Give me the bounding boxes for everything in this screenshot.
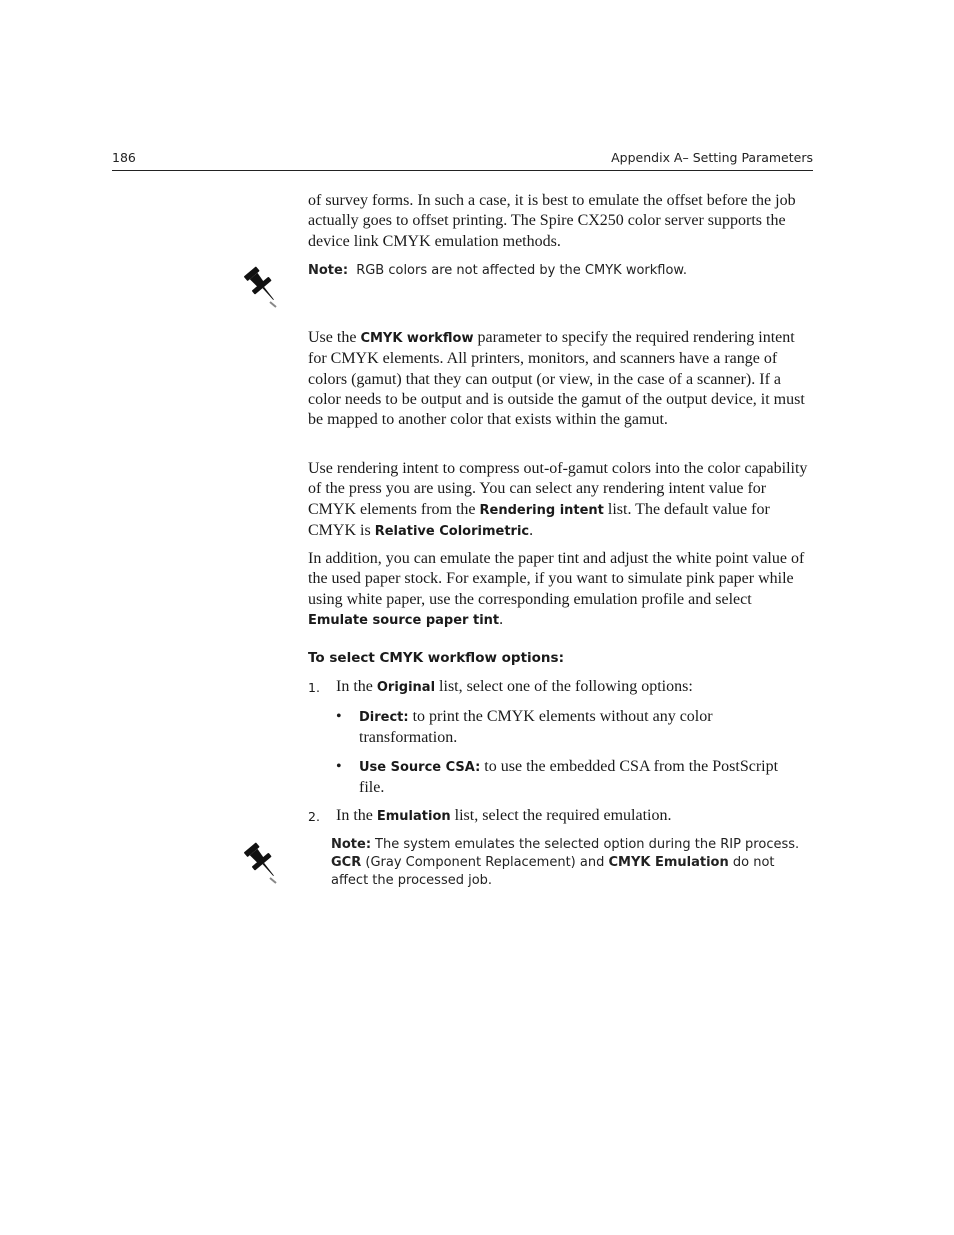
term-direct: Direct: xyxy=(359,710,409,725)
step-text xyxy=(336,806,814,827)
step-2 xyxy=(308,806,814,828)
text-run: to print the CMYK elements without any color transformation. xyxy=(359,708,713,747)
term-emulation: Emulation xyxy=(376,809,451,824)
step-number: 1. xyxy=(308,680,320,695)
text-run: . xyxy=(529,521,534,539)
term-cmyk-workflow: CMYK workflow xyxy=(360,331,474,346)
text-run: In the xyxy=(336,678,377,695)
term-gcr: GCR xyxy=(331,855,362,870)
text-run: In addition, you can emulate the paper tint and adjust the white point value of the used paper stock. For example, if you want to simulate pink paper while using white paper, use the corresponding emulation profile and select xyxy=(308,550,805,608)
procedure-title: To select CMYK workflow options: xyxy=(308,650,564,666)
body-paragraph-2 xyxy=(308,328,814,430)
text-run: Use rendering intent to compress out-of-gamut colors into the color capability of the press you are using. You can select any rendering intent value for CMYK elements from the xyxy=(308,460,808,518)
step-1 xyxy=(308,677,814,699)
text-run: The system emulates the selected option during the RIP process. xyxy=(375,837,800,852)
text-run: do not affect the processed job. xyxy=(331,855,775,888)
body-paragraph-3 xyxy=(308,459,814,542)
text-run: to use the embedded CSA from the PostScript file. xyxy=(359,758,779,797)
note-label: Note: xyxy=(331,837,372,852)
pushpin-icon xyxy=(240,840,284,884)
text-run: list. The default value for CMYK is xyxy=(308,500,770,539)
body-paragraph-1: of survey forms. In such a case, it is best to emulate the offset before the job actually goes to offset printing. The Spire CX250 color server supports the device link CMYK emulation methods. xyxy=(308,192,796,250)
note-2 xyxy=(331,836,814,890)
bullet-text xyxy=(359,707,799,749)
text-run: parameter to specify the required rendering intent for CMYK elements. All printers, monitors, and scanners have a range of colors (gamut) that they can output (or view, in the case of a scanner). If a color needs to be output and is outside the gamut of the output device, it must be mapped to another color that exists within the gamut. xyxy=(308,329,805,429)
term-rendering-intent: Rendering intent xyxy=(479,502,604,518)
bullet-symbol: • xyxy=(336,758,342,775)
running-header xyxy=(112,150,813,171)
note-1 xyxy=(308,262,814,280)
term-cmyk-emulation: CMYK Emulation xyxy=(608,855,729,870)
list-item xyxy=(336,707,814,749)
text-run: Use the xyxy=(308,329,361,346)
text-run: list, select one of the following options: xyxy=(435,678,693,695)
note-text: RGB colors are not affected by the CMYK workflow. xyxy=(356,263,687,278)
term-original: Original xyxy=(376,680,436,695)
text-run: (Gray Component Replacement) and xyxy=(361,855,609,870)
body-paragraph-4 xyxy=(308,549,814,631)
list-item xyxy=(336,757,814,799)
bullet-symbol: • xyxy=(336,708,342,725)
pushpin-icon xyxy=(240,264,284,308)
page-number: 186 xyxy=(112,150,136,165)
term-use-source-csa: Use Source CSA: xyxy=(359,760,481,775)
text-run: . xyxy=(499,610,504,628)
note-label: Note: xyxy=(308,263,349,278)
bullet-text xyxy=(359,757,799,799)
step-text xyxy=(336,677,814,698)
term-relative-colorimetric: Relative Colorimetric xyxy=(374,523,530,539)
text-run: In the xyxy=(336,807,377,824)
text-run: list, select the required emulation. xyxy=(450,807,672,824)
step-number: 2. xyxy=(308,809,320,824)
section-title: Appendix A– Setting Parameters xyxy=(611,150,813,165)
term-emulate-source-paper-tint: Emulate source paper tint xyxy=(308,612,500,628)
